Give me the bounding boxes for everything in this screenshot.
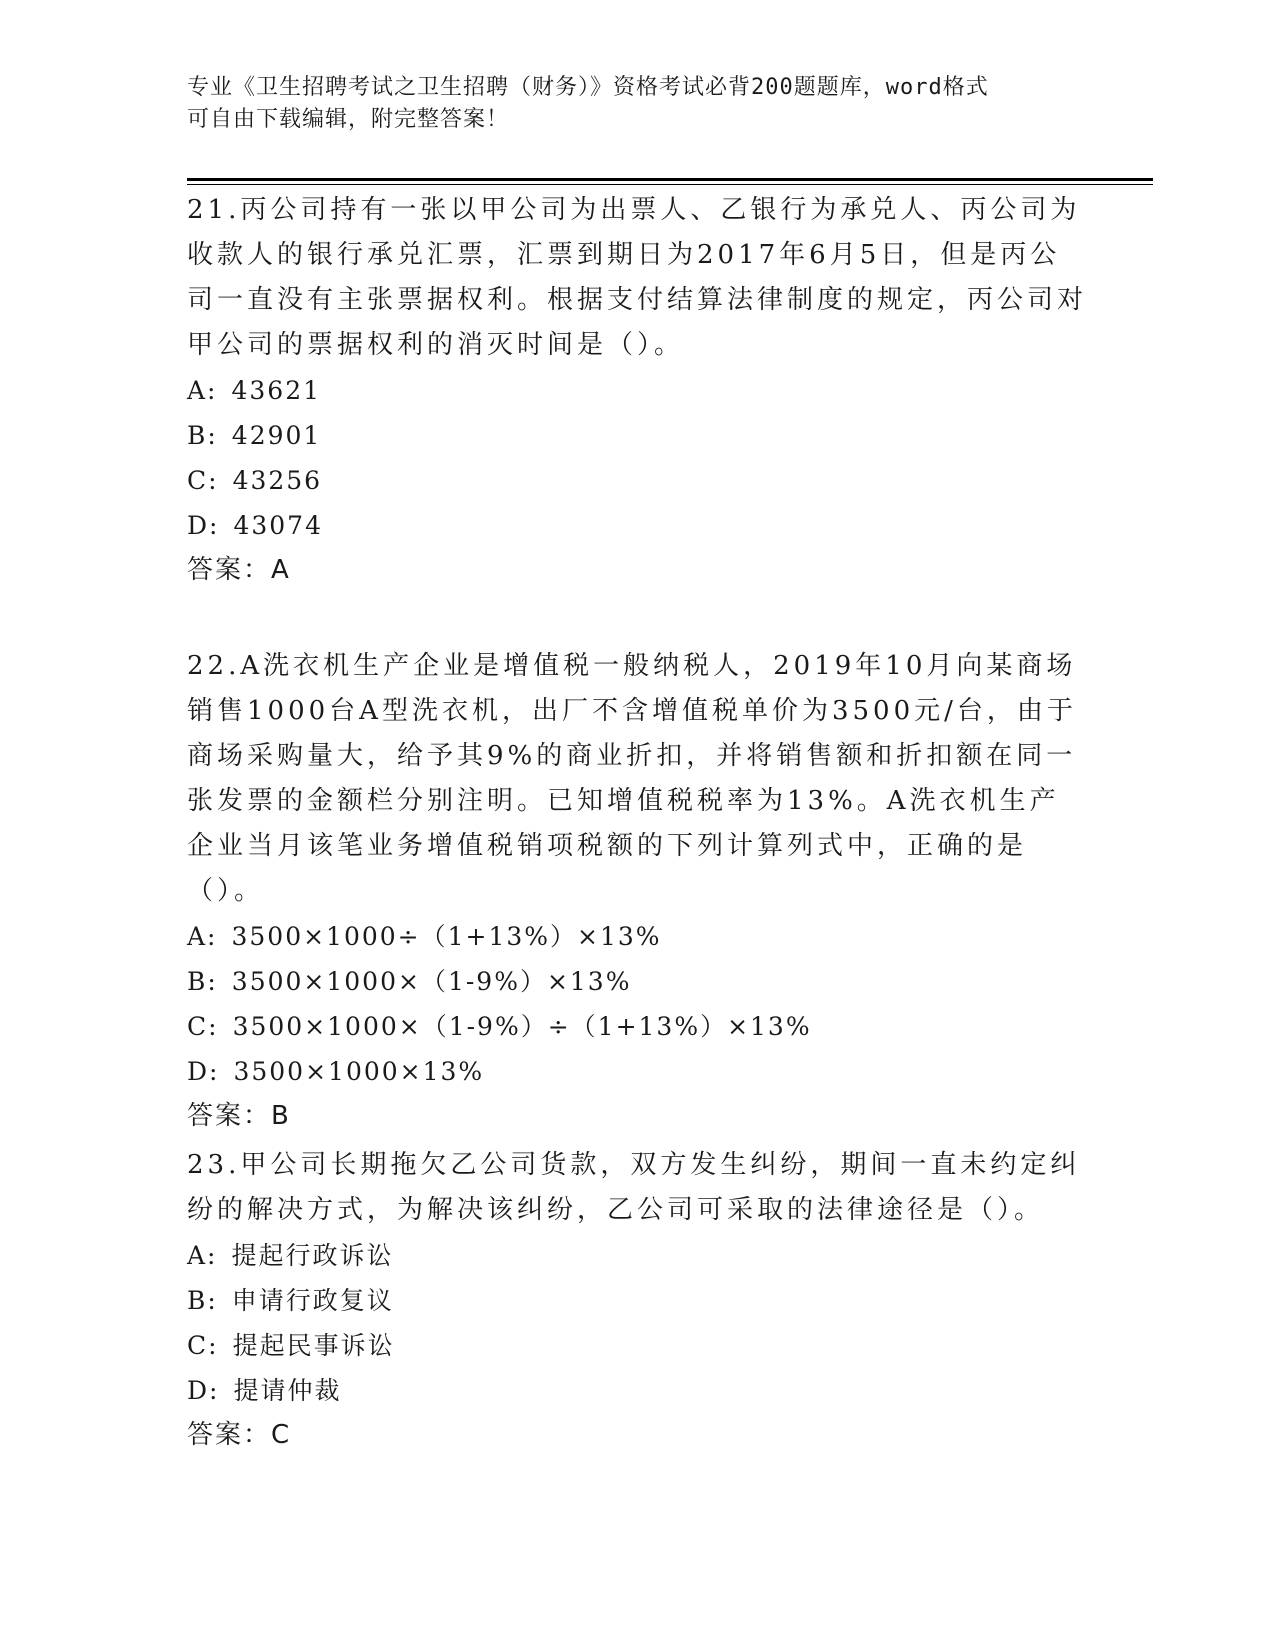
option-b <box>187 959 1087 1004</box>
answer-line: 答案：B <box>187 1101 291 1131</box>
option-label: D: <box>187 1376 220 1405</box>
option-text: 提请仲裁 <box>233 1376 342 1405</box>
option-label: A: <box>187 922 218 951</box>
option-label: C: <box>187 1331 219 1360</box>
option-text: 3500×1000×（1-9%）×13% <box>231 967 632 996</box>
option-text: 43621 <box>231 376 322 405</box>
option-label: C: <box>187 1012 219 1041</box>
option-list <box>187 368 1087 548</box>
option-text: 提起民事诉讼 <box>232 1331 395 1360</box>
option-list <box>187 914 1087 1094</box>
option-label: B: <box>187 967 218 996</box>
option-text: 3500×1000÷（1+13%）×13% <box>231 922 662 951</box>
header-line-2: 可自由下载编辑，附完整答案！ <box>187 107 510 132</box>
option-a <box>187 914 1087 959</box>
option-label: A: <box>187 376 218 405</box>
option-label: D: <box>187 511 220 540</box>
option-c <box>187 458 1087 503</box>
header-divider-thick <box>187 178 1153 181</box>
option-text: 提起行政诉讼 <box>231 1241 394 1270</box>
answer-line: 答案：A <box>187 555 291 585</box>
option-text: 申请行政复议 <box>231 1286 394 1315</box>
option-label: B: <box>187 421 218 450</box>
option-d <box>187 1049 1087 1094</box>
question-text: 23.甲公司长期拖欠乙公司货款，双方发生纠纷，期间一直未约定纠纷的解决方式，为解决该纠纷，乙公司可采取的法律途径是（）。 <box>187 1150 1081 1225</box>
question-text: 21.丙公司持有一张以甲公司为出票人、乙银行为承兑人、丙公司为收款人的银行承兑汇票，汇票到期日为2017年6月5日，但是丙公司一直没有主张票据权利。根据支付结算法律制度的规定，丙公司对甲公司的票据权利的消灭时间是（）。 <box>187 195 1088 360</box>
option-label: A: <box>187 1241 218 1270</box>
option-a <box>187 1233 1087 1278</box>
option-a <box>187 368 1087 413</box>
question-23 <box>187 1143 1087 1458</box>
option-label: D: <box>187 1057 220 1086</box>
option-label: B: <box>187 1286 218 1315</box>
option-label: C: <box>187 466 219 495</box>
option-b <box>187 1278 1087 1323</box>
option-text: 42901 <box>231 421 322 450</box>
document-header <box>187 72 1067 136</box>
option-text: 43074 <box>233 511 323 540</box>
option-text: 3500×1000×13% <box>233 1057 485 1086</box>
question-text: 22.A洗衣机生产企业是增值税一般纳税人，2019年10月向某商场销售1000台A型洗衣机，出厂不含增值税单价为3500元/台，由于商场采购量大，给予其9%的商业折扣，并将销售额和折扣额在同一张发票的金额栏分别注明。已知增值税税率为13%。A洗衣机生产企业当月该笔业务增值税销项税额的下列计算列式中，正确的是（）。 <box>187 651 1077 906</box>
option-d <box>187 503 1087 548</box>
option-c <box>187 1323 1087 1368</box>
header-line-1: 专业《卫生招聘考试之卫生招聘（财务）》资格考试必背200题题库，word格式 <box>187 75 989 100</box>
header-divider-thin <box>187 184 1153 185</box>
option-text: 43256 <box>232 466 323 495</box>
option-c <box>187 1004 1087 1049</box>
question-22 <box>187 644 1087 1139</box>
option-b <box>187 413 1087 458</box>
question-21 <box>187 188 1087 593</box>
answer-line: 答案：C <box>187 1420 292 1450</box>
option-list <box>187 1233 1087 1413</box>
option-d <box>187 1368 1087 1413</box>
option-text: 3500×1000×（1-9%）÷（1+13%）×13% <box>232 1012 812 1041</box>
